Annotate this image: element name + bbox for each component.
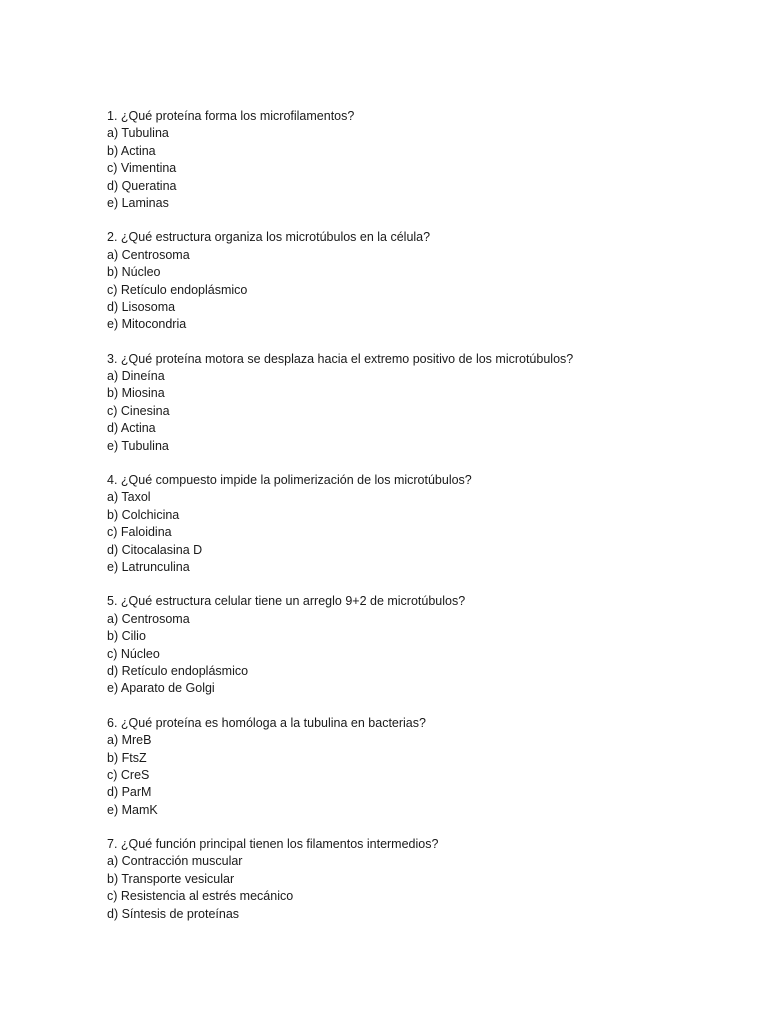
answer-option: d) ParM — [107, 785, 152, 800]
answer-option: e) Aparato de Golgi — [107, 681, 215, 696]
answer-option: b) Núcleo — [107, 265, 161, 280]
answer-option: d) Queratina — [107, 178, 177, 193]
question-6 — [107, 715, 727, 819]
answer-option: c) Núcleo — [107, 646, 160, 661]
answer-option: b) Miosina — [107, 386, 165, 401]
question-text: 1. ¿Qué proteína forma los microfilamentos? — [107, 109, 355, 123]
answer-option: d) Retículo endoplásmico — [107, 663, 249, 678]
answer-option: e) Laminas — [107, 195, 169, 210]
answer-option: a) Centrosoma — [107, 611, 190, 626]
question-text: 2. ¿Qué estructura organiza los microtúbulos en la célula? — [107, 230, 431, 245]
answer-option: c) Resistencia al estrés mecánico — [107, 889, 294, 904]
question-text: 7. ¿Qué función principal tienen los filamentos intermedios? — [107, 837, 439, 852]
answer-option: d) Citocalasina D — [107, 542, 203, 557]
answer-option: d) Actina — [107, 421, 156, 436]
question-3 — [107, 351, 727, 455]
answer-option: c) Vimentina — [107, 161, 177, 176]
question-2 — [107, 229, 727, 333]
answer-option: c) Retículo endoplásmico — [107, 282, 248, 297]
answer-option: a) Contracción muscular — [107, 854, 243, 869]
question-text: 5. ¿Qué estructura celular tiene un arreglo 9+2 de microtúbulos? — [107, 594, 466, 609]
question-1 — [107, 108, 727, 212]
answer-option: b) Colchicina — [107, 507, 180, 522]
answer-option: d) Síntesis de proteínas — [107, 906, 240, 921]
answer-option: e) MamK — [107, 802, 158, 817]
answer-option: e) Latrunculina — [107, 559, 190, 574]
question-5 — [107, 593, 727, 697]
question-text: 4. ¿Qué compuesto impide la polimerización de los microtúbulos? — [107, 473, 472, 488]
question-text: 3. ¿Qué proteína motora se desplaza hacia el extremo positivo de los microtúbulos? — [107, 351, 574, 366]
answer-option: b) Cilio — [107, 629, 146, 644]
answer-option: a) Taxol — [107, 490, 151, 505]
document-page — [107, 108, 727, 940]
question-7 — [107, 836, 727, 923]
answer-option: c) Cinesina — [107, 403, 170, 418]
answer-option: c) Faloidina — [107, 525, 172, 540]
answer-option: d) Lisosoma — [107, 299, 176, 314]
answer-option: e) Tubulina — [107, 438, 169, 453]
answer-option: c) CreS — [107, 767, 150, 782]
question-4 — [107, 472, 727, 576]
question-text: 6. ¿Qué proteína es homóloga a la tubulina en bacterias? — [107, 715, 426, 730]
answer-option: a) MreB — [107, 733, 152, 748]
answer-option: b) Transporte vesicular — [107, 871, 235, 886]
answer-option: b) FtsZ — [107, 750, 147, 765]
answer-option: a) Dineína — [107, 369, 165, 384]
answer-option: b) Actina — [107, 143, 156, 158]
answer-option: e) Mitocondria — [107, 317, 187, 332]
answer-option: a) Centrosoma — [107, 247, 190, 262]
answer-option: a) Tubulina — [107, 126, 169, 141]
